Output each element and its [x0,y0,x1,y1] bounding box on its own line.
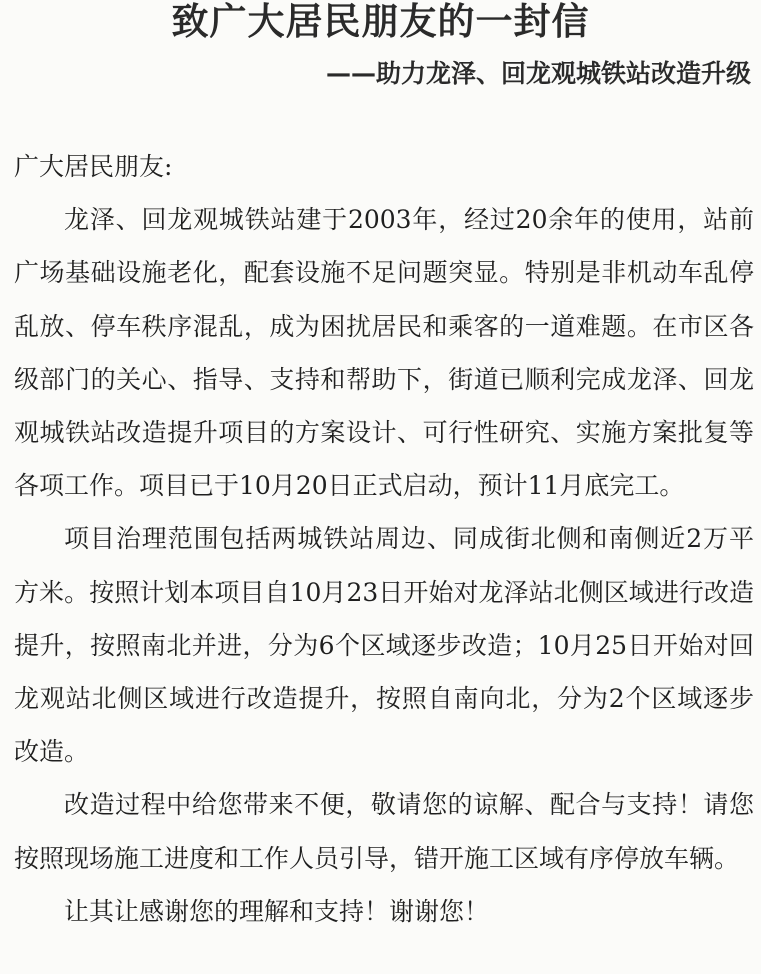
letter-subtitle: ——助力龙泽、回龙观城铁站改造升级 [325,59,751,88]
letter-title: 致广大居民朋友的一封信 [171,0,590,43]
letter-paragraph-2: 项目治理范围包括两城铁站周边、同成街北侧和南侧近2万平方米。按照计划本项目自10月23日开始对龙泽站北侧区域进行改造提升，按照南北并进，分为6个区域逐步改造；10月25日开始对回龙观站北侧区域进行改造提升，按照自南向北，分为2个区域逐步改造。 [14,524,754,767]
letter-body [14,140,754,938]
letter-paragraph-3: 改造过程中给您带来不便，敬请您的谅解、配合与支持！请您按照现场施工进度和工作人员引导，错开施工区域有序停放车辆。 [14,790,754,873]
letter-paragraph-1: 龙泽、回龙观城铁站建于2003年，经过20余年的使用，站前广场基础设施老化，配套设施不足问题突显。特别是非机动车乱停乱放、停车秩序混乱，成为困扰居民和乘客的一道难题。在市区各级部门的关心、指导、支持和帮助下，街道已顺利完成龙泽、回龙观城铁站改造提升项目的方案设计、可行性研究、实施方案批复等各项工作。项目已于10月20日正式启动，预计11月底完工。 [14,205,754,501]
letter-paragraph-4: 让其让感谢您的理解和支持！谢谢您！ [64,896,490,926]
letter-greeting: 广大居民朋友: [14,152,173,181]
